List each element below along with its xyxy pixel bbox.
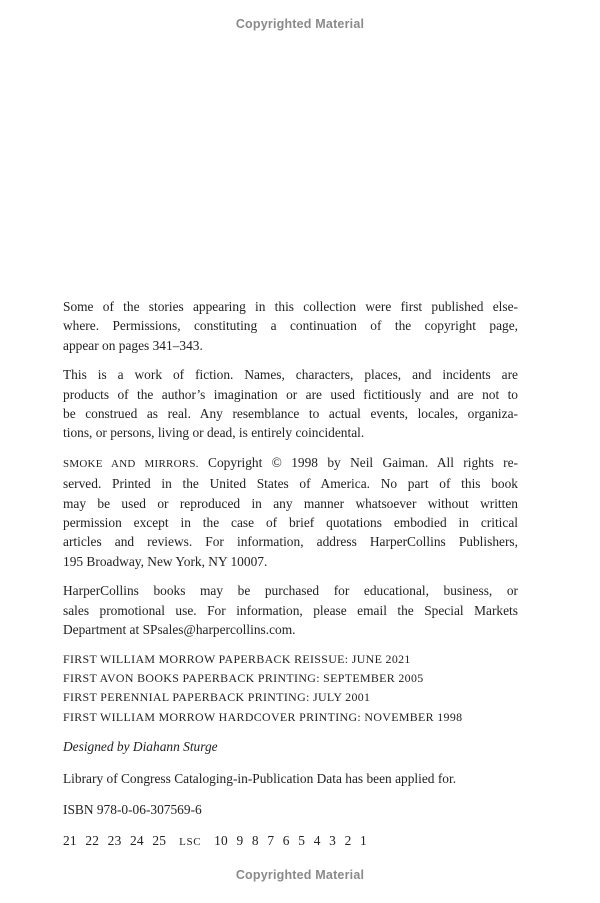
- fiction-disclaimer: [63, 365, 518, 443]
- printing-history-line: FIRST WILLIAM MORROW PAPERBACK REISSUE: JUNE 2021: [63, 651, 411, 666]
- permissions-note: [63, 297, 518, 355]
- text-line: be construed as real. Any resemblance to actual events, locales, organiza-: [63, 406, 518, 422]
- library-of-congress-line: Library of Congress Cataloging-in-Publication Data has been applied for.: [63, 770, 457, 786]
- text-line: served. Printed in the United States of America. No part of this book: [63, 476, 518, 492]
- printing-history-line: FIRST AVON BOOKS PAPERBACK PRINTING: SEPTEMBER 2005: [63, 670, 424, 685]
- text-line: may be used or reproduced in any manner whatsoever without written: [63, 495, 518, 511]
- printing-history: [63, 650, 518, 728]
- copyright-line-rest: Copyright © 1998 by Neil Gaiman. All rights re-: [198, 454, 519, 470]
- printing-history-line: FIRST WILLIAM MORROW HARDCOVER PRINTING: NOVEMBER 1998: [63, 709, 463, 724]
- book-title-small-caps: SMOKE AND MIRRORS.: [63, 457, 199, 470]
- text-line: HarperCollins books may be purchased for educational, business, or: [63, 583, 518, 599]
- copyrighted-material-watermark-bottom: Copyrighted Material: [235, 868, 365, 882]
- printing-history-line: FIRST PERENNIAL PAPERBACK PRINTING: JULY 2001: [63, 690, 371, 705]
- text-line: products of the author’s imagination or are used fictitiously and are not to: [63, 386, 518, 402]
- text-line: Department at SPsales@harpercollins.com.: [63, 622, 296, 638]
- reprint-numbers: 21 22 23 24 25: [63, 833, 167, 849]
- impression-numbers: 10 9 8 7 6 5 4 3 2 1: [214, 833, 367, 849]
- copyrighted-material-watermark-top: Copyrighted Material: [235, 17, 365, 31]
- text-line: This is a work of fiction. Names, characters, places, and incidents are: [63, 367, 518, 383]
- printers-key-line: [63, 831, 518, 852]
- text-line: appear on pages 341–343.: [63, 337, 203, 353]
- text-line: tions, or persons, living or dead, is entirely coincidental.: [63, 425, 365, 441]
- text-line: sales promotional use. For information, please email the Special Markets: [63, 602, 518, 618]
- text-line: permission except in the case of brief quotations embodied in critical: [63, 515, 518, 531]
- text-line: [63, 453, 518, 474]
- text-line: 195 Broadway, New York, NY 10007.: [63, 553, 268, 569]
- copyright-text-block: [63, 297, 518, 853]
- isbn-line: ISBN 978-0-06-307569-6: [63, 801, 202, 817]
- designer-credit: Designed by Diahann Sturge: [63, 739, 218, 755]
- printer-code: LSC: [179, 836, 202, 849]
- text-line: articles and reviews. For information, address HarperCollins Publishers,: [63, 534, 518, 550]
- special-markets-note: [63, 581, 518, 639]
- text-line: where. Permissions, constituting a continuation of the copyright page,: [63, 318, 518, 334]
- text-line: Some of the stories appearing in this collection were first published else-: [63, 299, 518, 314]
- copyright-notice: [63, 453, 518, 571]
